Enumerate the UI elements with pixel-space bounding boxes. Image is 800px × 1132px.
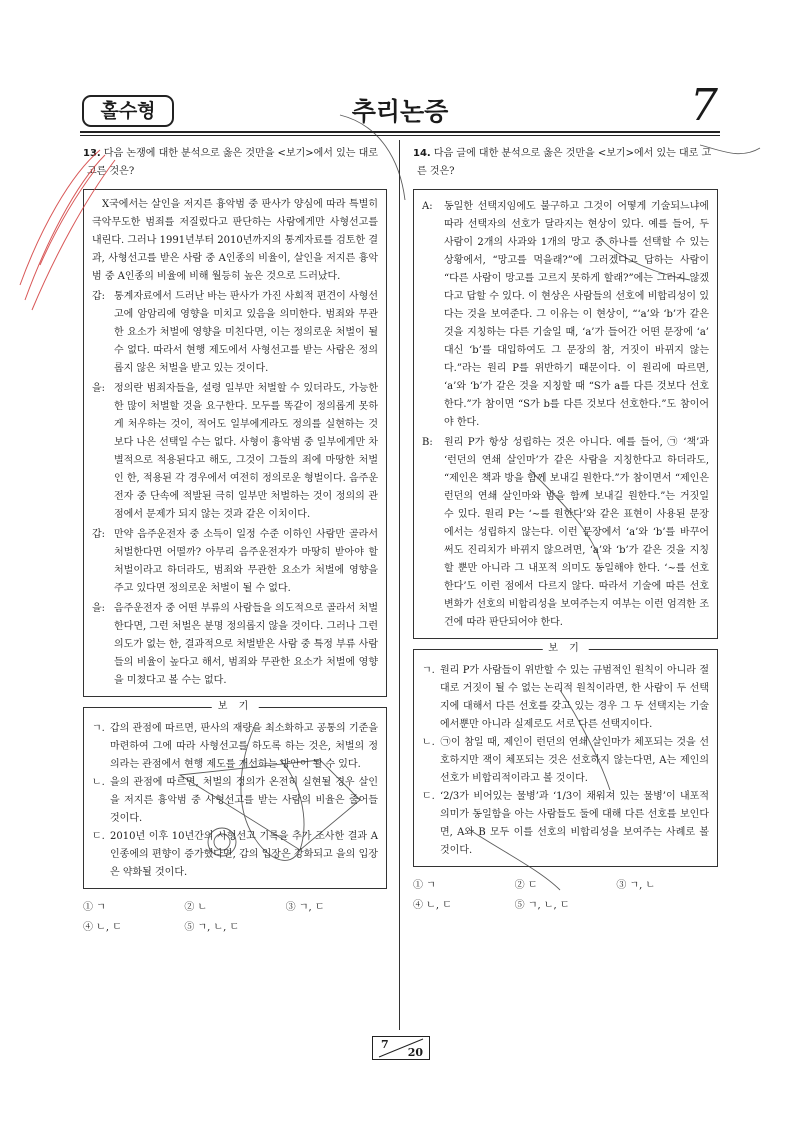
speaker-label: B: xyxy=(422,437,433,448)
bogi-item xyxy=(92,828,378,882)
question-13-stem-text: 다음 논쟁에 대한 분석으로 옳은 것만을 <보기>에서 있는 대로 고른 것은? xyxy=(87,148,378,177)
speaker-statement xyxy=(92,380,378,524)
question-14 xyxy=(413,145,718,915)
header-rule xyxy=(80,131,720,133)
speaker-statement xyxy=(92,600,378,690)
bogi-item xyxy=(422,734,709,788)
total-pages: 20 xyxy=(407,1046,423,1059)
answer-choice[interactable]: ① ㄱ xyxy=(83,902,106,913)
speaker-label: A: xyxy=(422,201,433,212)
speaker-text: 원리 P가 항상 성립하는 것은 아니다. 예를 들어, ㉠ ‘책’과 ‘런던의 연쇄 살인마’가 같은 사람을 지칭한다고 하더라도, “제인은 책과 방을 함께 보내길 원한다.”가 참이면서 “제인은 런던의 연쇄 살인마와 밤을 함께 보내길 원한다.”는 거짓일 수 있다. 원리 P는 ‘∼를 원한다’와 같은 표현이 사용된 문장에서는 성립하지 않는다. 이런 문장에서 ‘a’와 ‘b’를 바꾸어 써도 진리치가 바뀌지 않으려면, ‘a’와 ‘b’가 같은 것을 지칭할 뿐만 아니라 그 내포적 의미도 동일해야 한다. ‘∼를 선호한다’도 이런 점에서 다르지 않다. 따라서 기술에 따른 선호 변화가 선호의 비합리성을 보여주는지 여부는 이런 엄격한 조건에 따라 판단되어야 한다. xyxy=(444,437,709,628)
answer-choice[interactable]: ② ㄷ xyxy=(514,880,538,891)
question-13-number: 13. xyxy=(83,148,101,159)
answer-choice[interactable]: ④ ㄴ, ㄷ xyxy=(83,922,122,933)
speaker-statement xyxy=(422,198,709,432)
bogi-label: 보 기 xyxy=(542,641,589,657)
bogi-item-key: ㄴ. xyxy=(422,737,435,748)
speaker-label: 갑: xyxy=(92,291,106,302)
bogi-item-text: 2010년 이후 10년간의 사형선고 기록을 추가 조사한 결과 A인종에의 편향이 증가했다면, 갑의 입장은 강화되고 을의 입장은 약화될 것이다. xyxy=(110,831,378,878)
bogi-item-text: 갑의 관점에 따르면, 판사의 재량을 최소화하고 공통의 기준을 마련하여 그에 따라 사형선고를 하도록 하는 것은, 처벌의 정의라는 관점에서 현행 제도를 개선하는 방안이 될 수 있다. xyxy=(110,723,378,770)
question-13-choices xyxy=(83,899,387,937)
question-14-choices xyxy=(413,877,718,915)
answer-choice[interactable]: ② ㄴ xyxy=(184,902,208,913)
column-divider xyxy=(399,140,400,1030)
speaker-label: 을: xyxy=(92,383,106,394)
bogi-item-key: ㄷ. xyxy=(92,831,105,842)
bogi-item-text: 원리 P가 사람들이 위반할 수 있는 규범적인 원칙이 아니라 절대로 거짓이 될 수 없는 논리적 원칙이라면, 한 사람이 두 선택지에 대해서 다른 선호를 갖고 있는 경우 그 두 선택지는 기술에서뿐만 아니라 실제로도 서로 다른 선택지이다. xyxy=(440,665,709,730)
speaker-text: 동일한 선택지임에도 불구하고 그것이 어떻게 기술되느냐에 따라 선택자의 선호가 달라지는 현상이 있다. 예를 들어, 두 사람이 2개의 사과와 1개의 망고 중 하나를 선택할 수 있는 상황에서, “망고를 먹을래?”에 그러겠다고 답하는 사람이 “다른 사람이 망고를 고르지 못하게 할래?”에는 그러지 않겠다고 답할 수 있다. 이 현상은 사람들의 선호에 비합리성이 있다는 것을 보여준다. 그 이유는 이 현상이, “‘a’와 ‘b’가 같은 것을 지칭하는 다른 기술일 때, ‘a’가 들어간 어떤 문장에 ‘a’ 대신 ‘b’를 대입하여도 그 문장의 참, 거짓이 바뀌지 않는다.”라는 원리 P를 위반하기 때문이다. 이 원리에 따르면, ‘a’와 ‘b’가 같은 것을 지칭할 때 “S가 a를 다른 것보다 선호한다.”가 참이면 “S가 b를 다른 것보다 선호한다.”도 참이어야 한다. xyxy=(444,201,709,428)
question-13-passage xyxy=(83,189,387,697)
question-13-bogi-box xyxy=(83,701,387,889)
speaker-label: 갑: xyxy=(92,529,106,540)
speaker-text: 정의란 범죄자들을, 설령 일부만 처벌할 수 있더라도, 가능한 한 많이 처벌할 것을 요구한다. 모두를 똑같이 정의롭게 못하게 처우하는 것이, 적어도 일부에게라도 정의를 실현하는 것보다 나은 선택일 수는 없다. 사형이 흉악범 중 일부에게만 차별적으로 적용된다고 해도, 그것이 그들의 죄에 마땅한 처벌인 한, 적용된 각 경우에서 여전히 정의로운 형벌이다. 음주운전자 중 단속에 적발된 극히 일부만 처벌하는 것이 정의의 관점에서 문제가 되지 않는 것과 같은 이치이다. xyxy=(114,383,378,520)
header-rule-thin xyxy=(80,135,720,136)
bogi-item xyxy=(422,662,709,734)
passage-intro: X국에서는 살인을 저지른 흉악범 중 판사가 양심에 따라 특별히 극악무도한 범죄를 저질렀다고 판단하는 사람에게만 사형선고를 내린다. 그러나 1991년부터 2010년까지의 통계자료를 검토한 결과, 사형선고를 받은 사람 중 A인종의 비율이, 살인을 저지른 흉악범 중 A인종의 비율에 비해 월등히 높은 것으로 드러났다. xyxy=(92,199,378,282)
bogi-item-key: ㄱ. xyxy=(92,723,105,734)
page-indicator xyxy=(372,1036,430,1060)
form-type-badge: 홀수형 xyxy=(82,95,174,127)
question-14-bogi-box xyxy=(413,643,718,867)
speaker-statement xyxy=(422,434,709,632)
bogi-item-key: ㄱ. xyxy=(422,665,435,676)
answer-choice[interactable]: ③ ㄱ, ㄷ xyxy=(285,902,325,913)
question-13-stem xyxy=(83,145,387,181)
question-14-passage xyxy=(413,189,718,639)
speaker-statement xyxy=(92,526,378,598)
subject-title: 추리논증 xyxy=(351,97,449,126)
speaker-text: 통계자료에서 드러난 바는 판사가 가진 사회적 편견이 사형선고에 암암리에 영향을 미치고 있음을 의미한다. 범죄와 무관한 요소가 처벌에 영향을 미친다면, 이는 정의로운 처벌이 될 수 없다. 따라서 현행 제도에서 사형선고를 받는 사람은 정의롭지 않은 처벌을 받고 있는 것이다. xyxy=(114,291,378,374)
answer-choice[interactable]: ⑤ ㄱ, ㄴ, ㄷ xyxy=(514,900,570,911)
speaker-text: 음주운전자 중 어떤 부류의 사람들을 의도적으로 골라서 처벌한다면, 그런 처벌은 분명 정의롭지 않을 것이다. 그러나 그런 의도가 없는 한, 결과적으로 처벌받은 사람 중 특정 부류 사람들의 비율이 높다고 해서, 범죄와 무관한 요소가 처벌에 영향을 미쳤다고 볼 수는 없다. xyxy=(114,603,378,686)
header-page-number: 7 xyxy=(690,80,718,131)
speaker-label: 을: xyxy=(92,603,106,614)
bogi-label: 보 기 xyxy=(212,699,259,715)
current-page: 7 xyxy=(381,1038,389,1051)
speaker-statement xyxy=(92,288,378,378)
bogi-item-key: ㄴ. xyxy=(92,777,105,788)
question-14-number: 14. xyxy=(413,148,431,159)
answer-choice[interactable]: ① ㄱ xyxy=(413,880,436,891)
bogi-item xyxy=(422,788,709,860)
bogi-item-text: ‘2/3가 비어있는 물병’과 ‘1/3이 채워져 있는 물병’이 내포적 의미가 동일함을 아는 사람들도 둘에 대해 다른 선호를 보인다면, A와 B 모두 이를 선호의 비합리성을 보여주는 사례로 볼 것이다. xyxy=(440,791,709,856)
speaker-text: 만약 음주운전자 중 소득이 일정 수준 이하인 사람만 골라서 처벌한다면 어떨까? 아무리 음주운전자가 마땅히 받아야 할 처벌이라고 하더라도, 범죄와 무관한 요소가 처벌에 영향을 주고 있다면 정의로운 처벌이 될 수 없다. xyxy=(114,529,378,594)
bogi-item-key: ㄷ. xyxy=(422,791,435,802)
answer-choice[interactable]: ⑤ ㄱ, ㄴ, ㄷ xyxy=(184,922,240,933)
question-13 xyxy=(83,145,387,937)
bogi-item xyxy=(92,774,378,828)
bogi-item-text: ㉠이 참일 때, 제인이 런던의 연쇄 살인마가 체포되는 것을 선호하지만 잭이 체포되는 것은 선호하지 않는다면, A는 제인의 선호가 비합리적이라고 볼 것이다. xyxy=(440,737,709,784)
answer-choice[interactable]: ③ ㄱ, ㄴ xyxy=(616,880,656,891)
question-14-stem xyxy=(413,145,718,181)
bogi-item xyxy=(92,720,378,774)
question-14-stem-text: 다음 글에 대한 분석으로 옳은 것만을 <보기>에서 있는 대로 고른 것은? xyxy=(417,148,712,177)
answer-choice[interactable]: ④ ㄴ, ㄷ xyxy=(413,900,452,911)
bogi-item-text: 을의 관점에 따르면, 처벌의 정의가 온전히 실현될 경우 살인을 저지른 흉악범 중 사형선고를 받는 사람의 비율은 줄어들 것이다. xyxy=(110,777,378,824)
